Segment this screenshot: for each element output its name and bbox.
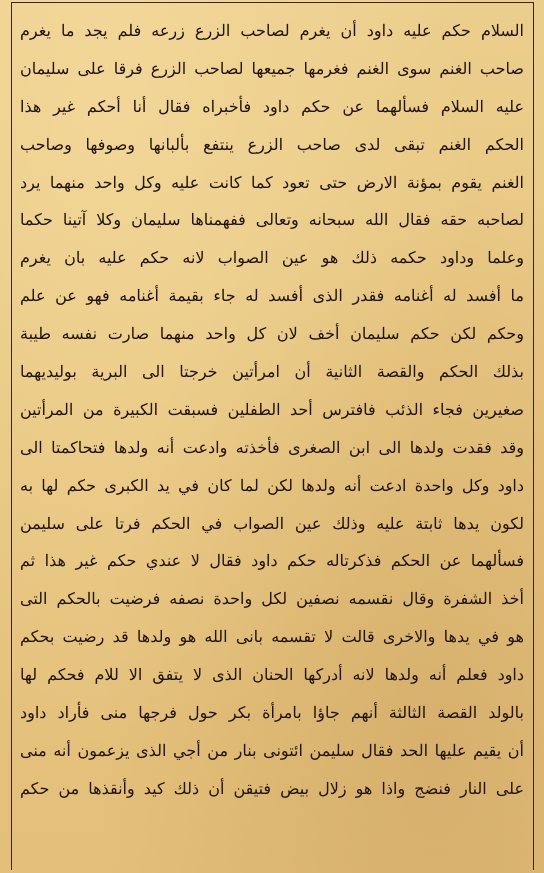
text-line-14: لكون يدها ثابتة عليه وذلك عين الصواب في الحكم فرتا على سليمن (20, 513, 524, 533)
text-line-7: وعلما وداود حكمه ذلك هو عين الصواب لانه حكم عليه بان يغرم (20, 248, 524, 268)
text-line-19: بالولد القصة الثالثة أنهم جاؤا بامرأة بكر حول فرجها منى فأراد داود (20, 703, 524, 723)
text-line-8: ما أفسد له أغنامه فقدر الذى أفسد له جاء بقيمة أغنامه فهو عن علم (20, 286, 524, 306)
text-line-11: صغيرين فجاء الذئب فافترس أحد الطفلين فسبقت الكبيرة من المرأتين (20, 399, 524, 419)
text-line-21: على النار فنضج واذا هو زلال بيض فتيقن أن ذلك كيد وأنقذها من حكم (20, 778, 524, 798)
text-line-15: فسألهما عن الحكم فذكرتاله حكم داود فقال لا عندي حكم غير هذا ثم (20, 551, 524, 571)
text-line-5: الغنم يقوم بمؤنة الارض حتى تعود كما كانت عليه وكل واحد منهما يرد (20, 172, 524, 192)
text-line-16: أخذ الشفرة وقال نقسمه نصفين لكل واحدة نصفه فرضيت بالحكم التى (20, 589, 524, 609)
text-line-13: داود وكل واحدة ادعت أنه ولدها لكن لما كان في يد الكبرى حكم لها به (20, 475, 524, 495)
text-line-12: وقد فقدت ولدها الى ابن الصغرى فأخذته وادعت أنه ولدها فتحاكمتا الى (20, 437, 524, 457)
text-line-1: السلام حكم عليه داود أن يغرم لصاحب الزرع زرعه فلم يجد ما يغرم (20, 21, 524, 40)
text-line-3: عليه السلام فسألهما عن حكم داود فأخبراه فقال أنا أحكم غير هذا (20, 96, 524, 116)
text-line-6: لصاحبه حقه فقال الله سبحانه وتعالى ففهمناها سليمان وكلا آتينا حكما (20, 210, 524, 230)
text-line-10: بذلك الحكم والقصة الثانية أن امرأتين خرجتا الى البرية بوليديهما (20, 362, 524, 382)
text-line-17: هو في يدها والاخرى قالت لا تقسمه بانى الله هو ولدها قد رضيت بحكم (20, 627, 524, 647)
text-line-4: الحكم الغنم تبقى لدى صاحب الزرع ينتفع بألبانها وصوفها وصاحب (20, 134, 524, 154)
text-line-9: وحكم لكن حكم سليمان أخف لان كل واحد منهما صارت نفسه طيبة (20, 324, 524, 344)
text-line-2: صاحب الغنم سوى الغنم فغرمها جميعها لصاحب الزرع فرقا على سليمان (20, 58, 524, 78)
text-line-20: أن يقيم عليها الحد فقال سليمن ائتونى بنار من أجي الذى يزعمون أنه منى (20, 740, 524, 760)
text-line-18: داود فعلم أنه ولدها لانه أدركها الحنان الذى لا يتفق الا للام فحكم لها (20, 665, 524, 685)
arabic-text-block (20, 12, 524, 808)
